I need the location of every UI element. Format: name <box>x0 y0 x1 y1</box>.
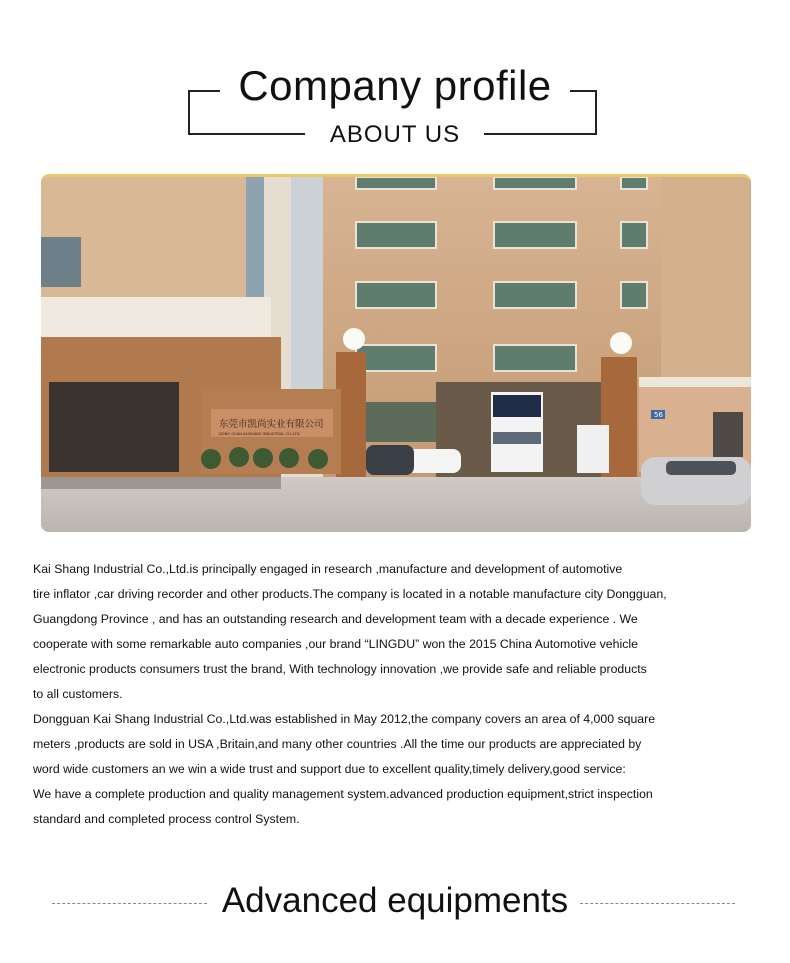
company-profile-header <box>0 0 790 150</box>
text-line: electronic products consumers trust the brand, With technology innovation ,we provide safe and reliable products <box>33 662 647 676</box>
page-subtitle: ABOUT US <box>329 121 461 148</box>
page-title: Company profile <box>238 62 552 109</box>
text-line: Dongguan Kai Shang Industrial Co.,Ltd.was established in May 2012,the company covers an area of 4,000 square <box>33 712 656 726</box>
text-line: We have a complete production and quality management system.advanced production equipment,strict inspection <box>33 787 653 801</box>
factory-sign-subtext: DONG GUAN KAISHANG INDUSTRIAL CO.,LTD. <box>219 432 301 436</box>
text-line: standard and completed process control System. <box>33 812 300 826</box>
text-line: to all customers. <box>33 687 123 701</box>
factory-photo <box>41 174 751 532</box>
factory-sign-text: 东莞市凯尚实业有限公司 <box>219 419 324 430</box>
gate-number: 56 <box>654 411 663 419</box>
advanced-equipments-section <box>0 878 790 928</box>
text-line: cooperate with some remarkable auto companies ,our brand “LINGDU” won the 2015 China Automotive vehicle <box>33 637 638 651</box>
company-description-p2 <box>33 707 758 832</box>
text-line: Guangdong Province , and has an outstanding research and development team with a decade experience . We <box>33 612 638 626</box>
text-line: Kai Shang Industrial Co.,Ltd.is principally engaged in research ,manufacture and development of automotive <box>33 562 623 576</box>
section-heading: Advanced equipments <box>221 881 569 920</box>
company-description-p1 <box>33 557 758 707</box>
text-line: meters ,products are sold in USA ,Britain,and many other countries .All the time our products are appreciated by <box>33 737 642 751</box>
text-line: tire inflator ,car driving recorder and other products.The company is located in a notable manufacture city Dongguan, <box>33 587 667 601</box>
text-line: word wide customers an we win a wide trust and support due to excellent quality,timely delivery,good service: <box>33 762 626 776</box>
